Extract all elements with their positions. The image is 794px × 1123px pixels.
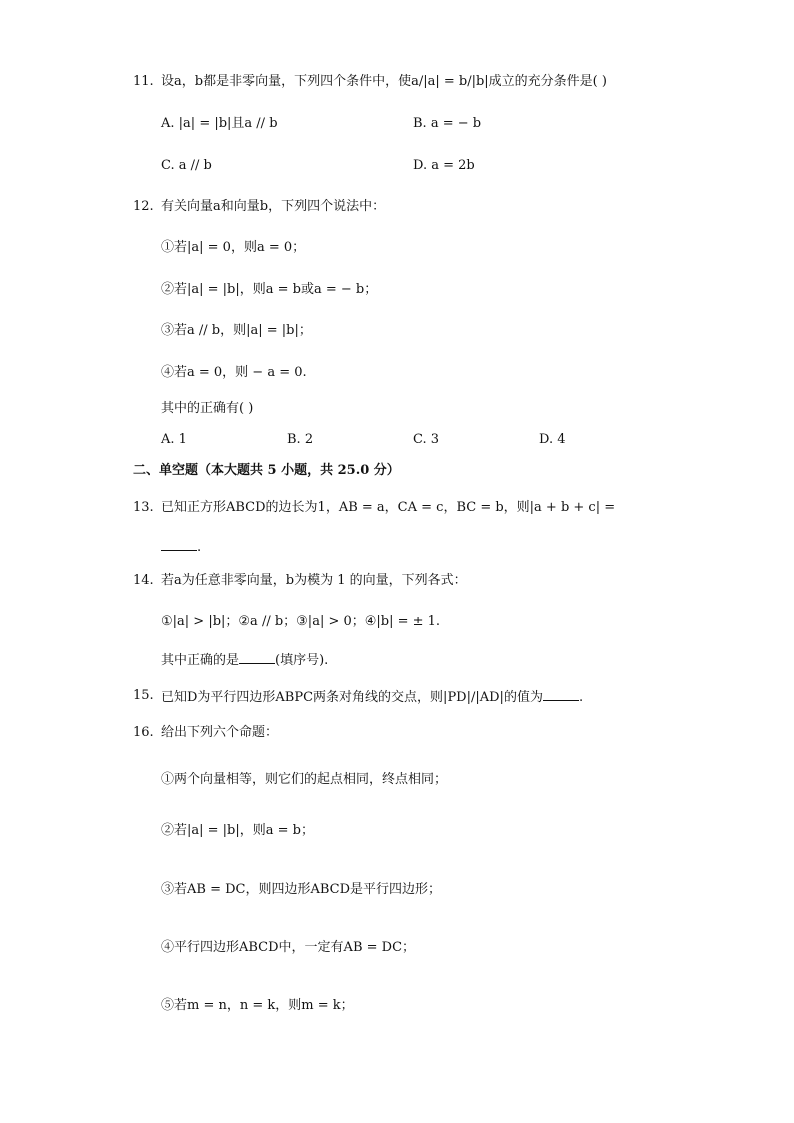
option-label: D. bbox=[539, 432, 554, 447]
question-number: 14. bbox=[133, 573, 154, 588]
option-text: a // b bbox=[178, 158, 212, 173]
question-text-part: 已知D为平行四边形ABPC两条对角线的交点，则|PD|/|AD|的值为 bbox=[161, 690, 543, 705]
question-number: 16. bbox=[133, 725, 154, 740]
question-text: 已知正方形ABCD的边长为1，AB = a，CA = c，BC = b，则|a + b + c| = bbox=[161, 500, 616, 515]
question-text: 有关向量a和向量b，下列四个说法中： bbox=[161, 199, 386, 214]
option-b bbox=[287, 430, 313, 450]
question-number: 12. bbox=[133, 199, 154, 214]
option-a bbox=[161, 430, 187, 450]
option-d bbox=[413, 156, 475, 176]
option-text: 1 bbox=[178, 432, 187, 447]
option-d bbox=[539, 430, 566, 450]
answer-blank[interactable] bbox=[543, 686, 579, 701]
option-label: A. bbox=[161, 116, 175, 131]
question-text: 给出下列六个命题： bbox=[161, 725, 279, 740]
question-text bbox=[161, 686, 583, 708]
blank-tail: . bbox=[197, 540, 202, 555]
option-label: D. bbox=[413, 158, 428, 173]
question-ask: 其中的正确有( ) bbox=[161, 401, 254, 416]
statement-2: ②若|a| = |b|，则a = b或a = − b； bbox=[161, 282, 378, 297]
answer-blank[interactable] bbox=[239, 649, 275, 664]
option-c bbox=[413, 430, 439, 450]
option-label: C. bbox=[161, 158, 175, 173]
option-text: |a| = |b|且a // b bbox=[178, 116, 278, 131]
option-label: A. bbox=[161, 432, 175, 447]
option-label: B. bbox=[413, 116, 427, 131]
question-text: 若a为任意非零向量，b为模为 1 的向量，下列各式： bbox=[161, 573, 467, 588]
option-label: B. bbox=[287, 432, 301, 447]
option-text: 4 bbox=[557, 432, 566, 447]
formula-list: ①|a| > |b|；②a // b；③|a| > 0；④|b| = ± 1. bbox=[161, 614, 441, 629]
statement-3: ③若a // b，则|a| = |b|； bbox=[161, 323, 312, 338]
question-number: 15. bbox=[133, 688, 154, 703]
proposition-2: ②若|a| = |b|，则a = b； bbox=[161, 823, 314, 838]
ask-text: (填序号). bbox=[275, 653, 329, 668]
option-text: a = 2b bbox=[431, 158, 475, 173]
option-text: 3 bbox=[430, 432, 440, 447]
answer-blank-line bbox=[161, 536, 201, 558]
proposition-1: ①两个向量相等，则它们的起点相同，终点相同； bbox=[161, 772, 448, 787]
ask-text: 其中正确的是 bbox=[161, 653, 240, 668]
option-a bbox=[161, 114, 278, 134]
option-label: C. bbox=[413, 432, 427, 447]
question-number: 11. bbox=[133, 74, 154, 89]
question-ask bbox=[161, 649, 328, 671]
statement-4: ④若a = 0，则 − a = 0. bbox=[161, 365, 307, 380]
proposition-3: ③若AB = DC，则四边形ABCD是平行四边形； bbox=[161, 882, 442, 897]
proposition-4: ④平行四边形ABCD中，一定有AB = DC； bbox=[161, 940, 416, 955]
blank-tail: . bbox=[578, 690, 584, 705]
statement-1: ①若|a| = 0，则a = 0； bbox=[161, 240, 306, 255]
option-text: 2 bbox=[304, 432, 314, 447]
answer-blank[interactable] bbox=[161, 536, 197, 551]
option-c bbox=[161, 156, 212, 176]
option-text: a = − b bbox=[430, 116, 482, 131]
proposition-5: ⑤若m = n，n = k，则m = k； bbox=[161, 998, 354, 1013]
question-text: 设a，b都是非零向量，下列四个条件中，使a/|a| = b/|b|成立的充分条件是( ) bbox=[161, 74, 607, 89]
question-number: 13. bbox=[133, 500, 154, 515]
option-b bbox=[413, 114, 481, 134]
section-title: 二、单空题（本大题共 5 小题，共 25.0 分） bbox=[133, 463, 400, 478]
